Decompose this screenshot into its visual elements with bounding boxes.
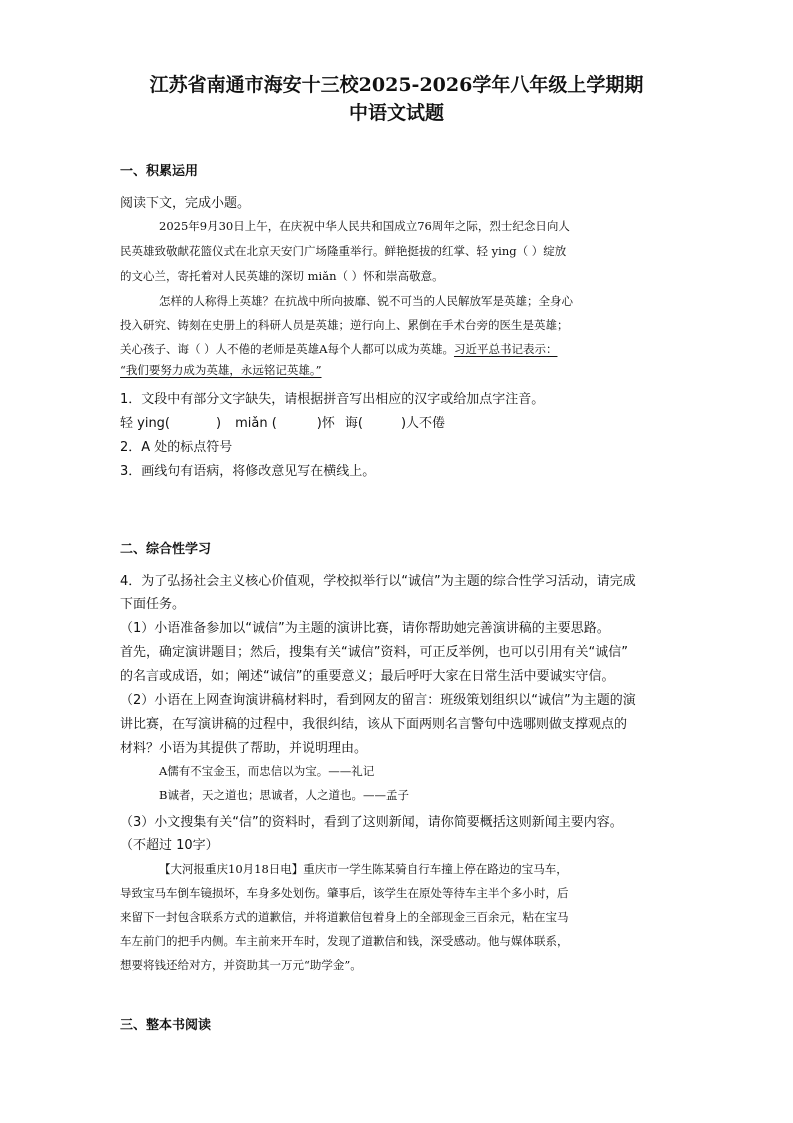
question-1: 1．文段中有部分文字缺失，请根据拼音写出相应的汉字或给加点字注音。 (120, 392, 545, 407)
passage-line: 2025年9月30日上午，在庆祝中华人民共和国成立76周年之际，烈士纪念日向人 (159, 219, 570, 233)
passage-line: 投入研究、铸刻在史册上的科研人员是英雄；逆行向上、累倒在手术台旁的医生是英雄； (120, 318, 569, 332)
quote-a: A儒有不宝金玉，而忠信以为宝。——礼记 (159, 764, 375, 778)
task-1-text: （1）小语准备参加以“诚信”为主题的演讲比赛，请你帮助她完善演讲稿的主要思路。 (120, 621, 610, 636)
underlined-sentence: 习近平总书记表示： (453, 342, 558, 356)
quote-b: B诚者，天之道也；思诚者，人之道也。——孟子 (159, 788, 409, 802)
underlined-sentence: “我们要努力成为英雄，永远铭记英雄。” (120, 363, 322, 377)
exam-title-line-2: 中语文试题 (348, 102, 444, 124)
question-4-text: 4．为了弘扬社会主义核心价值观，学校拟举行以“诚信”为主题的综合性学习活动，请完成 (120, 574, 636, 589)
question-1-blanks: 轻 ying( ) miǎn ( )怀 诲( )人不倦 (120, 416, 446, 431)
passage-line: 民英雄致敬献花篮仪式在北京天安门广场隆重举行。鲜艳挺拔的红掌、轻 ying（ ）绽放 (120, 244, 567, 258)
news-line: 想要将钱还给对方，并资助其一万元“助学金”。 (120, 958, 362, 972)
news-line: 【大河报重庆10月18日电】重庆市一学生陈某骑自行车撞上停在路边的宝马车， (159, 862, 568, 876)
section-heading-accumulation: 一、积累运用 (120, 164, 199, 179)
passage-line: 的文心兰，寄托着对人民英雄的深切 miǎn（ ）怀和崇高敬意。 (120, 269, 444, 283)
passage-line (120, 341, 557, 357)
passage-text: 关心孩子、诲（ ）人不倦的老师是英雄A每个人都可以成为英雄。 (120, 342, 454, 356)
task-3-text: （3）小文搜集有关“信”的资料时，看到了这则新闻，请你简要概括这则新闻主要内容。 (120, 815, 623, 830)
passage-line: 怎样的人称得上英雄？在抗战中所向披靡、锐不可当的人民解放军是英雄；全身心 (159, 294, 573, 308)
task-2-text: （2）小语在上网查询演讲稿材料时，看到网友的留言：班级策划组织以“诚信”为主题的演 (120, 693, 636, 708)
section-heading-comprehensive: 二、综合性学习 (120, 542, 212, 557)
task-2-text: 材料？小语为其提供了帮助，并说明理由。 (120, 741, 368, 756)
news-line: 来留下一封包含联系方式的道歉信，并将道歉信包着身上的全部现金三百余元，粘在宝马 (120, 910, 569, 924)
news-line: 导致宝马车倒车镜损坏，车身多处划伤。肇事后，该学生在原处等待车主半个多小时，后 (120, 886, 569, 900)
exam-title-line-1: 江苏省南通市海安十三校2025-2026学年八年级上学期期 (149, 74, 644, 96)
question-2: 2．A 处的标点符号 (120, 440, 233, 455)
reading-instruction: 阅读下文，完成小题。 (120, 196, 251, 211)
task-1-text: 首先，确定演讲题目；然后，搜集有关“诚信”资料，可正反举例，也可以引用有关“诚信” (120, 645, 628, 660)
task-3-limit: （不超过 10字） (120, 838, 219, 853)
section-heading-whole-book: 三、整本书阅读 (120, 1018, 212, 1033)
news-line: 车左前门的把手内侧。车主前来开车时，发现了道歉信和钱，深受感动。他与媒体联系， (120, 934, 569, 948)
question-4-text: 下面任务。 (120, 597, 186, 612)
task-2-text: 讲比赛，在写演讲稿的过程中，我很纠结，该从下面两则名言警句中选哪则做支撑观点的 (120, 717, 628, 732)
task-1-text: 的名言或成语，如；阐述“诚信”的重要意义；最后呼吁大家在日常生活中要诚实守信。 (120, 669, 615, 684)
question-3: 3．画线句有语病，将修改意见写在横线上。 (120, 464, 376, 479)
